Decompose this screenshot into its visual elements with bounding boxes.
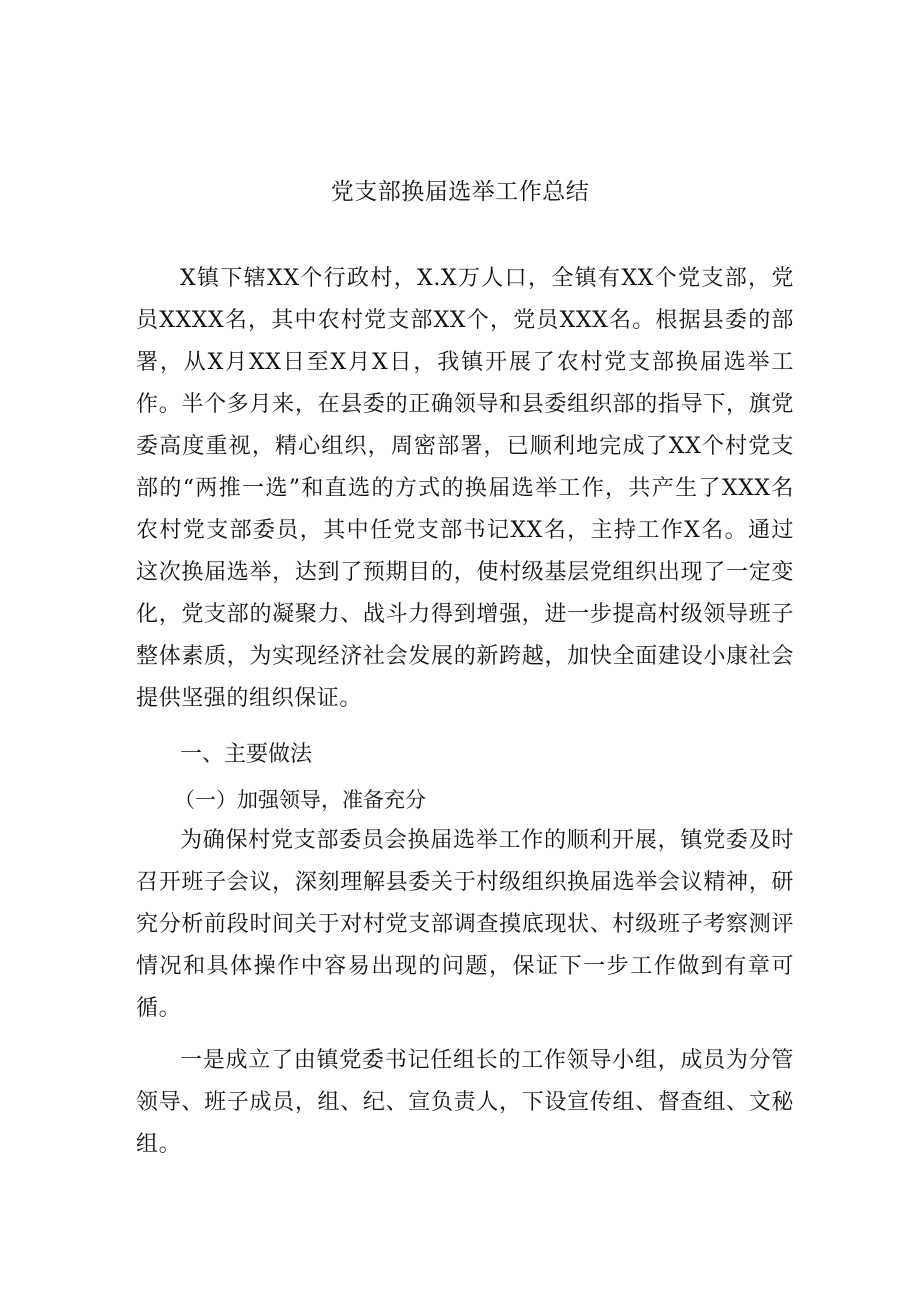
section-paragraph: 为确保村党支部委员会换届选举工作的顺利开展，镇党委及时召开班子会议，深刻理解县委关于村级组织换届选举会议精神，研究分析前段时间关于对村党支部调查摸底现状、村级班子考察测评情况和具体操作中容易出现的问题，保证下一步工作做到有章可循。 (136, 828, 794, 1021)
section-paragraph: 一是成立了由镇党委书记任组长的工作领导小组，成员为分管领导、班子成员，组、纪、宣负责人，下设宣传组、督查组、文秘组。 (136, 1048, 794, 1157)
subsection-heading: （一）加强领导，准备充分 (174, 788, 426, 812)
intro-paragraph: X镇下辖XX个行政村，X.X万人口，全镇有XX个党支部，党员XXXX名，其中农村党支部XX个，党员XXX名。根据县委的部署，从X月XX日至X月X日，我镇开展了农村党支部换届选举工作。半个多月来，在县委的正确领导和县委组织部的指导下，旗党委高度重视，精心组织，周密部署，已顺利地完成了XX个村党支部的“两推一选”和直选的方式的换届选举工作，共产生了XXX名农村党支部委员，其中任党支部书记XX名，主持工作X名。通过这次换届选举，达到了预期目的，使村级基层党组织出现了一定变化，党支部的凝聚力、战斗力得到增强，进一步提高村级领导班子整体素质，为实现经济社会发展的新跨越，加快全面建设小康社会提供坚强的组织保证。 (136, 266, 794, 711)
document-title: 党支部换届选举工作总结 (330, 179, 590, 205)
section-heading: 一、主要做法 (180, 742, 313, 767)
